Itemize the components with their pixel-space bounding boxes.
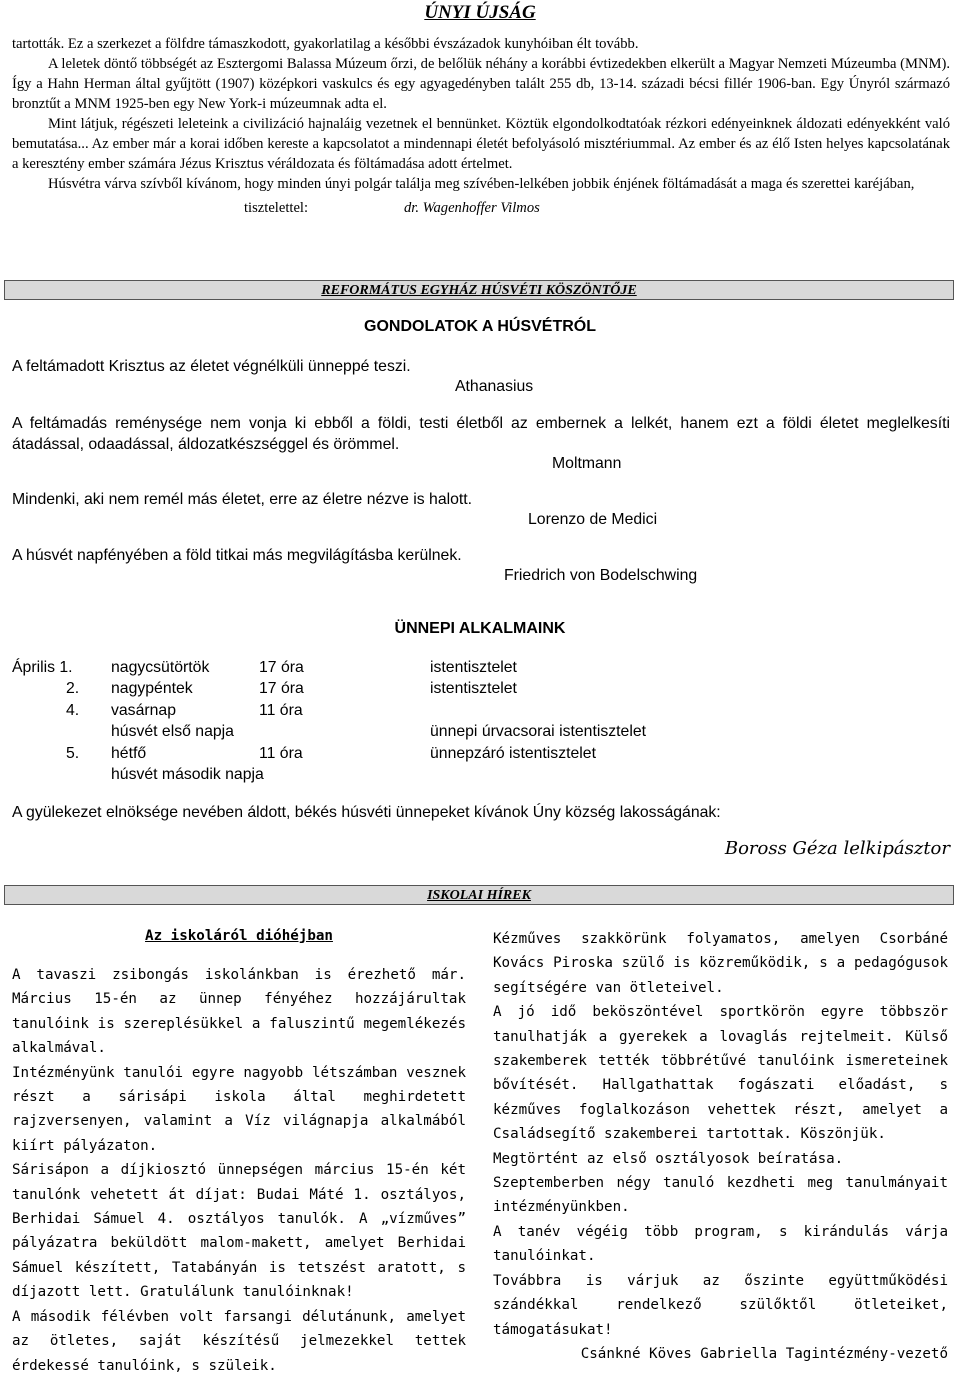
school-paragraph: Kézműves szakkörünk folyamatos, amelyen Csorbáné Kovács Piroska szülő is közreműködik, s a pedagógusok segítségére van ötleteivel. bbox=[493, 931, 948, 996]
event-time: 11 óra bbox=[259, 744, 303, 762]
quote-author: Athanasius bbox=[455, 378, 534, 395]
quote-text: A húsvét napfényében a föld titkai más megvilágításba kerülnek. bbox=[12, 547, 462, 564]
intro-paragraph: Mint látjuk, régészeti leleteink a civilizáció hajnaláig vezetnek el bennünket. Köztük elgondolkodtatóak rézkori edényeinknek áldozati edényekként való bemutatása... Az ember már a korai időben kereste a kapcsolatot a mindennapi életét befolyásoló misztériummal. Az ember és az élő Isten helyes kapcsolatának a keresztény ember számára Jézus Krisztus véráldozata és föltámadása adott értelmet. bbox=[12, 116, 950, 172]
event-date: 2. bbox=[66, 680, 80, 698]
event-name: istentisztelet bbox=[430, 659, 517, 676]
intro-paragraph: Húsvétra várva szívből kívánom, hogy minden únyi polgár találja meg szívében-lelkében jobbik énjének föltámadását a maga és szerettei karéjában, bbox=[48, 176, 915, 192]
school-paragraph: A második félévben volt farsangi délutánunk, amelyet az ötletes, saját készítésű jelmezekkel tettek érdekessé tanulóink, s szüleik. bbox=[12, 1308, 466, 1374]
quote-author: Moltmann bbox=[552, 455, 622, 472]
events-heading: ÜNNEPI ALKALMAINK bbox=[394, 620, 566, 637]
event-time: 17 óra bbox=[259, 659, 304, 676]
event-name: ünnepi úrvacsorai istentisztelet bbox=[430, 723, 647, 741]
event-day: nagypéntek bbox=[111, 680, 193, 698]
event-time: 11 óra bbox=[259, 701, 303, 719]
section-header-school: ISKOLAI HÍREK bbox=[4, 885, 954, 905]
school-article-title: Az iskoláról dióhéjban bbox=[145, 928, 333, 944]
quote-text: A feltámadott Krisztus az életet végnélküli ünneppé teszi. bbox=[12, 358, 411, 375]
quote-text: A feltámadás reménysége nem vonja ki ebből a földi, testi életből az embernek a lelkét, hanem ezt a földi életet meglelkesíti átadással, odaadással, áldozatkészséggel és örömmel. bbox=[12, 415, 950, 453]
school-paragraph: Megtörtént az első osztályosok beíratása. bbox=[493, 1150, 844, 1167]
intro-article bbox=[12, 34, 950, 218]
pastor-signature: Boross Géza lelkipásztor bbox=[724, 838, 950, 859]
quote-text: Mindenki, aki nem remél más életet, erre az életre nézve is halott. bbox=[12, 491, 473, 508]
event-date: 4. bbox=[66, 701, 80, 719]
intro-paragraph: tartották. Ez a szerkezet a fölfdre támaszkodott, gyakorlatilag a későbbi évszázadok kunyhóiban élt tovább. bbox=[12, 36, 639, 52]
quote-author: Friedrich von Bodelschwing bbox=[504, 567, 698, 584]
event-day: vasárnap bbox=[111, 701, 176, 719]
school-paragraph: Szeptemberben négy tanuló kezdheti meg tanulmányait intézményünkben. bbox=[493, 1175, 948, 1216]
intro-signature bbox=[12, 198, 950, 218]
school-left-column bbox=[12, 963, 466, 1378]
thoughts-heading: GONDOLATOK A HÚSVÉTRÓL bbox=[364, 318, 596, 335]
event-time: 17 óra bbox=[259, 680, 304, 698]
event-day: húsvét első napja bbox=[111, 723, 234, 741]
signature-label: tisztelettel: bbox=[244, 200, 309, 216]
event-date: 5. bbox=[66, 744, 80, 762]
event-name: istentisztelet bbox=[430, 680, 517, 698]
signature-name: dr. Wagenhoffer Vilmos bbox=[404, 200, 540, 216]
intro-paragraph: A leletek döntő többségét az Esztergomi Balassa Múzeum őrzi, de belőlük néhány a korábbi évtizedekben elkerült a Magyar Nemzeti Múzeumba (MNM). Így a Hahn Herman által gyűjtött (1907) középkori vaskulcs és egy agyagedényben talált 255 db, 13-14. századi bécsi fillér 1906-ban. Egy Únyról származó bronztűt a MNM 1925-ben egy New York-i múzeumnak adta el. bbox=[12, 56, 950, 112]
school-paragraph: Intézményünk tanulói egyre nagyobb létszámban vesznek részt a sárisápi iskola által meghirdetett rajzversenyen, valamint a Víz világnapja alkalmából kiírt pályázaton. bbox=[12, 1064, 466, 1154]
event-date: Április 1. bbox=[12, 659, 73, 676]
event-day: hétfő bbox=[111, 744, 147, 762]
school-paragraph: Sárisápon a díjkiosztó ünnepségen március 15-én két tanulónk vehetett át díjat: Budai Máté 1. osztályos, Berhidai Sámuel 4. osztályos tanulók. A „vízműves” pályázatra beküldött malom-makett, amelyet Berhidai Sámuel készített, Tatabányán is tetszést aratott, s díjazott lett. Gratulálunk tanulóinknak! bbox=[12, 1162, 466, 1301]
event-day: húsvét második napja bbox=[111, 765, 264, 783]
school-paragraph: A tanév végéig több program, s kirándulás várja tanulóinkat. bbox=[493, 1223, 948, 1265]
school-signature: Csánkné Köves Gabriella Tagintézmény-vezető bbox=[580, 1345, 948, 1362]
school-right-column bbox=[493, 927, 948, 1366]
greeting-text: A gyülekezet elnöksége nevében áldott, békés húsvéti ünnepeket kívánok Úny község lakosságának: bbox=[12, 804, 721, 821]
quote-author: Lorenzo de Medici bbox=[528, 511, 658, 528]
school-paragraph: A jó idő beköszöntével sportkörön egyre többször tanulhatják a gyerekek a lovaglás rejtelmeit. Külső szakemberek tették többrétűvé tanulóink ismereteinek bővítését. Hallgathattak fogászati előadást, s kézműves foglalkozáson vehettek részt, amelyet a Családsegítő szakemberei tartottak. Köszönjük. bbox=[493, 1004, 948, 1143]
page-title: ÚNYI ÚJSÁG bbox=[424, 2, 536, 23]
event-day: nagycsütörtök bbox=[111, 659, 210, 676]
school-paragraph: Továbbra is várjuk az őszinte együttműködési szándékkal rendelkező szülőktől ötleteiket, támogatásukat! bbox=[493, 1272, 948, 1338]
event-name: ünnepzáró istentisztelet bbox=[430, 744, 596, 762]
school-paragraph: A tavaszi zsibongás iskolánkban is érezhető már. Március 15-én az ünnep fényéhez hozzájárultak tanulóink is szereplésükkel a faluszintű megemlékezés alkalmával. bbox=[12, 967, 466, 1057]
section-header-reformatus: REFORMÁTUS EGYHÁZ HÚSVÉTI KÖSZÖNTŐJE bbox=[4, 280, 954, 300]
